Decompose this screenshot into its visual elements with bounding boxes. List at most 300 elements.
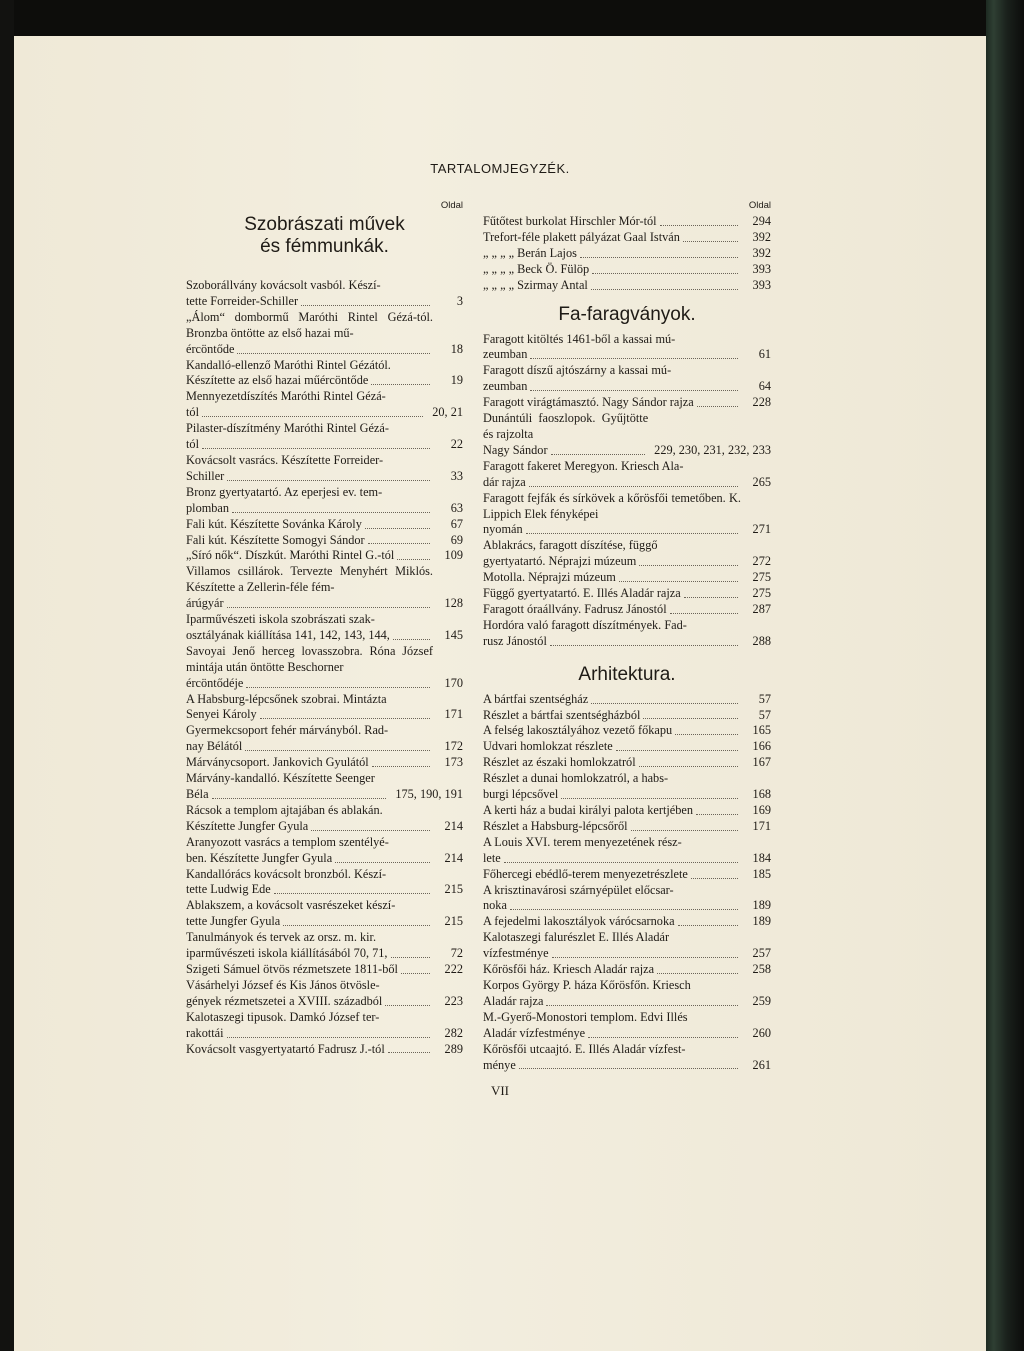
entry-last-line [483, 602, 741, 618]
entry-text: „Álom“ dombormű Maróthi Rintel Gézá-tól. Bronzba öntötte az első hazai mű- [186, 309, 433, 340]
entry-tail: osztályának kiállítása 141, 142, 143, 144, [186, 627, 390, 642]
entry-text: Kőrösfői utcaajtó. E. Illés Aladár vízfest- [483, 1041, 686, 1056]
entry-page-number: 223 [444, 993, 463, 1008]
dot-leader [530, 358, 738, 359]
toc-entry [186, 421, 463, 453]
entry-last-line [186, 819, 433, 835]
dot-leader [365, 528, 430, 529]
entry-text: Vásárhelyi József és Kis János ötvösle- [186, 977, 380, 992]
toc-entry [483, 230, 771, 246]
entry-text: Savoyai Jenő herceg lovasszobra. Róna József mintája után öntötte Beschorner [186, 643, 433, 674]
dot-leader [696, 814, 738, 815]
toc-entry [483, 930, 771, 962]
entry-tail: Készítette Jungfer Gyula [186, 818, 309, 833]
entry-tail: Kovácsolt vasgyertyatartó Fadrusz J.-tól [186, 1041, 385, 1056]
entry-page-number: 167 [752, 755, 771, 770]
entry-page-number: 67 [450, 516, 463, 531]
dot-leader [202, 448, 430, 449]
toc-entry [186, 533, 463, 549]
toc-entry [186, 485, 463, 517]
toc-entry [483, 459, 771, 491]
entry-list [483, 214, 771, 294]
entry-text: Szoborállvány kovácsolt vasból. Készí- [186, 278, 381, 292]
entry-tail: burgi lépcsővel [483, 787, 559, 802]
toc-entry [186, 898, 463, 930]
entry-tail: Részlet az északi homlokzatról [483, 755, 636, 770]
entry-last-line [483, 230, 741, 246]
toc-entry [186, 389, 463, 421]
toc-entry [483, 771, 771, 803]
entry-page-number: 222 [444, 961, 463, 976]
entry-page-number: 175, 190, 191 [395, 787, 463, 801]
entry-tail: Márványcsoport. Jankovich Gyulától [186, 755, 369, 770]
dot-leader [588, 1037, 738, 1038]
dot-leader [631, 830, 738, 831]
entry-last-line [483, 898, 741, 914]
entry-tail: árúgyár [186, 596, 224, 611]
entry-page-number: 57 [758, 691, 771, 706]
entry-tail: gyertyatartó. Néprajzi múzeum [483, 554, 637, 569]
entry-text: Ablakszem, a kovácsolt vasrészeket készí- [186, 898, 396, 913]
entry-text: Ablakrács, faragott díszítése, függő [483, 538, 658, 553]
entry-last-line [186, 517, 433, 533]
entry-last-line [483, 867, 741, 883]
entry-text: Hordóra való faragott díszítmények. Fad- [483, 617, 687, 632]
entry-page-number: 275 [752, 570, 771, 585]
entry-text: Faragott díszű ajtószárny a kassai mú- [483, 363, 672, 378]
entry-page-number: 288 [752, 633, 771, 648]
dot-leader [619, 581, 738, 582]
entry-last-line [483, 946, 741, 962]
entry-tail: zeumban [483, 379, 528, 394]
dot-leader [591, 289, 738, 290]
entry-page-number: 189 [752, 898, 771, 913]
entry-text: A Habsburg-lépcsőnek szobrai. Mintázta [186, 691, 387, 706]
entry-tail: Nagy Sándor [483, 442, 548, 457]
entry-last-line [483, 1026, 741, 1042]
entry-tail: Schiller [186, 468, 225, 483]
entry-last-line [186, 676, 433, 692]
entry-last-line [483, 262, 741, 278]
entry-tail: tette Ludwig Ede [186, 882, 271, 897]
entry-page-number: 215 [444, 882, 463, 897]
entry-page-number: 145 [444, 627, 463, 642]
entry-page-number: 258 [752, 962, 771, 977]
entry-last-line [186, 533, 433, 549]
entry-page-number: 173 [444, 755, 463, 770]
dot-leader [530, 390, 738, 391]
entry-text: Faragott fejfák és sírkövek a kőrösfői temetőben. K. Lippich Elek fényképei [483, 490, 741, 521]
entry-page-number: 275 [752, 586, 771, 601]
page-title: TARTALOMJEGYZÉK. [430, 161, 570, 176]
entry-page-number: 214 [444, 818, 463, 833]
toc-entry [483, 278, 771, 294]
entry-last-line [186, 707, 433, 723]
entry-tail: Béla [186, 787, 209, 801]
entry-last-line [186, 437, 433, 453]
entry-text: Iparművészeti iskola szobrászati szak- [186, 612, 375, 627]
entry-tail: Főhercegi ebédlő-terem menyezetrészlete [483, 866, 688, 881]
entry-tail: Függő gyertyatartó. E. Illés Aladár rajza [483, 586, 681, 601]
entry-text: Márvány-kandalló. Készítette Seenger [186, 771, 375, 786]
dot-leader [670, 613, 738, 614]
entry-tail: plomban [186, 500, 230, 515]
toc-entry [186, 1010, 463, 1042]
entry-text: Mennyezetdíszítés Maróthi Rintel Gézá- [186, 389, 386, 404]
entry-last-line [483, 246, 741, 262]
entry-tail: A bártfai szentségház [483, 691, 589, 706]
entry-page-number: 260 [752, 1025, 771, 1040]
toc-entry [483, 570, 771, 586]
dot-leader [368, 543, 430, 544]
toc-entry [186, 755, 463, 771]
entry-last-line [186, 851, 433, 867]
section-heading-sculpture [186, 214, 463, 258]
entry-tail: Faragott óraállvány. Fadrusz Jánostól [483, 601, 667, 616]
entry-last-line [483, 347, 741, 363]
toc-entry [483, 602, 771, 618]
entry-page-number: 20, 21 [432, 405, 463, 420]
toc-entry [483, 692, 771, 708]
entry-tail: tól [186, 405, 199, 420]
dot-leader [550, 645, 738, 646]
dot-leader [504, 862, 738, 863]
toc-entry [483, 1010, 771, 1042]
dot-leader [684, 597, 738, 598]
entry-text: Villamos csillárok. Tervezte Menyhért Miklós. Készítette a Zellerin-féle fém- [186, 564, 433, 595]
entry-last-line [186, 469, 433, 485]
entry-text: Kalotaszegi tipusok. Damkó József ter- [186, 1009, 380, 1024]
entry-page-number: 63 [450, 500, 463, 515]
entry-list [186, 278, 463, 1057]
entry-tail: rakottái [186, 1025, 224, 1040]
entry-tail: Szigeti Sámuel ötvös rézmetszete 1811-ből [186, 961, 398, 976]
entry-page-number: 171 [752, 818, 771, 833]
toc-entry [186, 771, 463, 803]
toc-entry [186, 612, 463, 644]
toc-entry [483, 411, 771, 459]
entry-last-line [186, 548, 433, 564]
toc-entry [483, 363, 771, 395]
entry-text: Aranyozott vasrács a templom szentélyé- [186, 834, 389, 849]
entry-tail: Motolla. Néprajzi múzeum [483, 570, 616, 585]
entry-last-line [483, 692, 741, 708]
toc-entry [186, 723, 463, 755]
toc-entry [186, 453, 463, 485]
entry-last-line [483, 586, 741, 602]
entry-page-number: 294 [752, 214, 771, 228]
entry-last-line [186, 294, 433, 310]
entry-page-number: 229, 230, 231, 232, 233 [654, 442, 771, 457]
toc-entry [483, 708, 771, 724]
toc-entry [483, 883, 771, 915]
entry-last-line [186, 962, 433, 978]
entry-page-number: 166 [752, 739, 771, 754]
dot-leader [401, 973, 430, 974]
section-heading-line: és fémmunkák. [260, 236, 389, 257]
entry-last-line [186, 342, 433, 358]
entry-tail: Részlet a Habsburg-lépcsőről [483, 818, 628, 833]
dot-leader [227, 480, 430, 481]
entry-page-number: 393 [752, 277, 771, 292]
toc-entry [186, 835, 463, 867]
entry-page-number: 19 [450, 373, 463, 388]
entry-tail: „ „ „ „ Beck Ö. Fülöp [483, 261, 590, 276]
dot-leader [260, 718, 430, 719]
entry-page-number: 57 [758, 707, 771, 722]
dot-leader [616, 750, 738, 751]
entry-last-line [186, 405, 426, 421]
entry-last-line [483, 443, 648, 459]
entry-page-number: 61 [758, 347, 771, 362]
dot-leader [245, 750, 430, 751]
entry-page-number: 72 [450, 946, 463, 961]
entry-tail: Fűtőtest burkolat Hirschler Mór-tól [483, 214, 657, 228]
entry-tail: Részlet a bártfai szentségházból [483, 707, 641, 722]
toc-entry [186, 644, 463, 692]
entry-last-line [186, 628, 433, 644]
entry-tail: gények rézmetszetei a XVIII. századból [186, 993, 383, 1008]
entry-page-number: 261 [752, 1057, 771, 1072]
toc-entry [483, 246, 771, 262]
entry-last-line [483, 739, 741, 755]
entry-last-line [483, 522, 741, 538]
toc-entry [186, 517, 463, 533]
entry-text: M.-Gyerő-Monostori templom. Edvi Illés [483, 1009, 688, 1024]
dot-leader [591, 703, 738, 704]
entry-tail: Fali kút. Készítette Somogyi Sándor [186, 532, 365, 547]
entry-text: Faragott kitöltés 1461-ből a kassai mú- [483, 331, 676, 346]
page-number: VII [490, 1083, 510, 1098]
right-column [483, 198, 771, 1073]
book-page [14, 36, 986, 1351]
entry-tail: A felség lakosztályához vezető főkapu [483, 723, 673, 738]
entry-last-line [186, 882, 433, 898]
entry-tail: Aladár rajza [483, 993, 544, 1008]
entry-page-number: 189 [752, 914, 771, 929]
entry-last-line [483, 787, 741, 803]
toc-entry [186, 867, 463, 899]
entry-tail: tól [186, 437, 199, 452]
entry-tail: noka [483, 898, 507, 913]
entry-tail: iparművészeti iskola kiállításából 70, 71, [186, 946, 388, 961]
entry-tail: Kőrösfői ház. Kriesch Aladár rajza [483, 962, 655, 977]
dot-leader [372, 766, 430, 767]
toc-entry [186, 564, 463, 612]
entry-last-line [483, 803, 741, 819]
entry-tail: ben. Készítette Jungfer Gyula [186, 850, 333, 865]
entry-tail: tette Forreider-Schiller [186, 293, 299, 308]
toc-entry [186, 930, 463, 962]
dot-leader [388, 1052, 430, 1053]
entry-last-line [186, 1042, 433, 1058]
dot-leader [639, 766, 738, 767]
entry-tail: Senyei Károly [186, 707, 257, 722]
entry-last-line [483, 708, 741, 724]
entry-last-line [483, 851, 741, 867]
toc-entry [186, 1042, 463, 1058]
entry-page-number: 168 [752, 787, 771, 802]
entry-page-number: 22 [450, 437, 463, 452]
dot-leader [202, 416, 423, 417]
entry-text: A Louis XVI. terem menyezetének rész- [483, 834, 682, 849]
entry-last-line [186, 946, 433, 962]
dot-leader [551, 454, 646, 455]
entry-last-line [483, 819, 741, 835]
entry-page-number: 165 [752, 723, 771, 738]
entry-tail: A fejedelmi lakosztályok várócsarnoka [483, 914, 675, 929]
left-column [186, 198, 463, 1057]
entry-text: A krisztinavárosi szárnyépület előcsar- [483, 882, 674, 897]
entry-page-number: 172 [444, 739, 463, 754]
toc-entry [483, 739, 771, 755]
toc-entry [483, 962, 771, 978]
dot-leader [546, 1005, 738, 1006]
toc-entry [186, 692, 463, 724]
oldal-label: Oldal [440, 200, 463, 211]
entry-last-line [483, 379, 741, 395]
entry-page-number: 289 [444, 1041, 463, 1056]
entry-text: Kandallórács kovácsolt bronzból. Készí- [186, 866, 387, 881]
section-heading-architecture: Arhitektura. [578, 663, 676, 685]
toc-entry [483, 586, 771, 602]
dot-leader [371, 384, 430, 385]
dot-leader [526, 533, 738, 534]
entry-page-number: 185 [752, 866, 771, 881]
toc-entry [186, 962, 463, 978]
dot-leader [397, 559, 430, 560]
entry-text: Kalotaszegi falurészlet E. Illés Aladár [483, 930, 670, 945]
entry-page-number: 169 [752, 803, 771, 817]
dot-leader [391, 957, 431, 958]
entry-last-line [483, 914, 741, 930]
entry-last-line [186, 596, 433, 612]
entry-page-number: 128 [444, 596, 463, 611]
entry-tail: zeumban [483, 347, 528, 362]
entry-text: Korpos György P. háza Kőrösfőn. Kriesch [483, 977, 691, 992]
entry-tail: „ „ „ „ Szirmay Antal [483, 277, 588, 292]
scan-top-border [0, 0, 1024, 36]
dot-leader [529, 486, 738, 487]
entry-page-number: 272 [752, 554, 771, 569]
entry-tail: nay Bélától [186, 739, 243, 754]
toc-entry [483, 332, 771, 364]
entry-tail: Trefort-féle plakett pályázat Gaal István [483, 229, 680, 244]
entry-last-line [483, 278, 741, 294]
entry-page-number: 18 [450, 341, 463, 356]
entry-tail: Udvari homlokzat részlete [483, 739, 613, 754]
entry-last-line [186, 739, 433, 755]
dot-leader [519, 1068, 738, 1069]
dot-leader [678, 925, 738, 926]
entry-last-line [483, 634, 741, 650]
entry-tail: Aladár vízfestménye [483, 1025, 586, 1040]
toc-entry [483, 755, 771, 771]
entry-page-number: 33 [450, 468, 463, 483]
entry-text: Rácsok a templom ajtajában és ablakán. [186, 802, 383, 817]
entry-page-number: 265 [752, 474, 771, 489]
entry-last-line [483, 723, 741, 739]
entry-text: Bronz gyertyatartó. Az eperjesi ev. tem- [186, 484, 383, 499]
entry-list [483, 332, 771, 650]
toc-entry [186, 278, 463, 310]
dot-leader [697, 406, 738, 407]
toc-entry [483, 395, 771, 411]
dot-leader [510, 909, 738, 910]
toc-entry [483, 538, 771, 570]
entry-tail: tette Jungfer Gyula [186, 914, 281, 929]
entry-last-line [186, 787, 389, 803]
entry-page-number: 3 [456, 293, 463, 308]
entry-tail: Fali kút. Készítette Sovánka Károly [186, 516, 362, 531]
dot-leader [301, 305, 430, 306]
entry-tail: ércöntődéje [186, 675, 244, 690]
entry-page-number: 392 [752, 229, 771, 244]
entry-text: Tanulmányok és tervek az orsz. m. kir. [186, 930, 377, 945]
book-cover-edge [986, 0, 1024, 1351]
entry-page-number: 64 [758, 379, 771, 394]
entry-last-line [186, 373, 433, 389]
toc-entry [186, 548, 463, 564]
dot-leader [561, 798, 738, 799]
entry-tail: dár rajza [483, 474, 526, 489]
entry-text: Részlet a dunai homlokzatról, a habs- [483, 771, 669, 786]
entry-tail: ménye [483, 1057, 516, 1072]
entry-page-number: 215 [444, 914, 463, 929]
scan-left-border [0, 0, 14, 1351]
dot-leader [212, 798, 387, 799]
dot-leader [232, 512, 430, 513]
entry-tail: ércöntőde [186, 341, 235, 356]
entry-text: Dunántúli faoszlopok. Gyűjtötte és rajzolta [483, 411, 649, 441]
entry-tail: Készítette az első hazai műércöntőde [186, 373, 369, 388]
dot-leader [660, 225, 738, 226]
dot-leader [657, 973, 738, 974]
dot-leader [580, 257, 738, 258]
toc-entry [483, 867, 771, 883]
dot-leader [639, 565, 738, 566]
toc-entry [483, 723, 771, 739]
dot-leader [393, 639, 430, 640]
entry-last-line [483, 1058, 741, 1074]
toc-entry [483, 491, 771, 539]
entry-page-number: 259 [752, 993, 771, 1008]
dot-leader [283, 925, 430, 926]
dot-leader [552, 957, 738, 958]
entry-page-number: 170 [444, 675, 463, 690]
toc-entry [483, 835, 771, 867]
toc-entry [483, 803, 771, 819]
dot-leader [237, 353, 430, 354]
entry-last-line [483, 962, 741, 978]
entry-tail: vízfestménye [483, 946, 549, 961]
dot-leader [311, 830, 430, 831]
entry-tail: „Síró nők“. Díszkút. Maróthi Rintel G.-tól [186, 548, 395, 563]
entry-page-number: 184 [752, 850, 771, 865]
entry-page-number: 109 [444, 548, 463, 563]
toc-entry [483, 1042, 771, 1074]
entry-page-number: 287 [752, 601, 771, 616]
entry-last-line [483, 475, 741, 491]
entry-tail: Faragott virágtámasztó. Nagy Sándor rajza [483, 395, 694, 410]
dot-leader [691, 878, 738, 879]
dot-leader [246, 687, 430, 688]
toc-entry [186, 310, 463, 358]
entry-last-line [483, 994, 741, 1010]
entry-page-number: 392 [752, 245, 771, 260]
entry-page-number: 69 [450, 532, 463, 547]
entry-page-number: 228 [752, 395, 771, 410]
